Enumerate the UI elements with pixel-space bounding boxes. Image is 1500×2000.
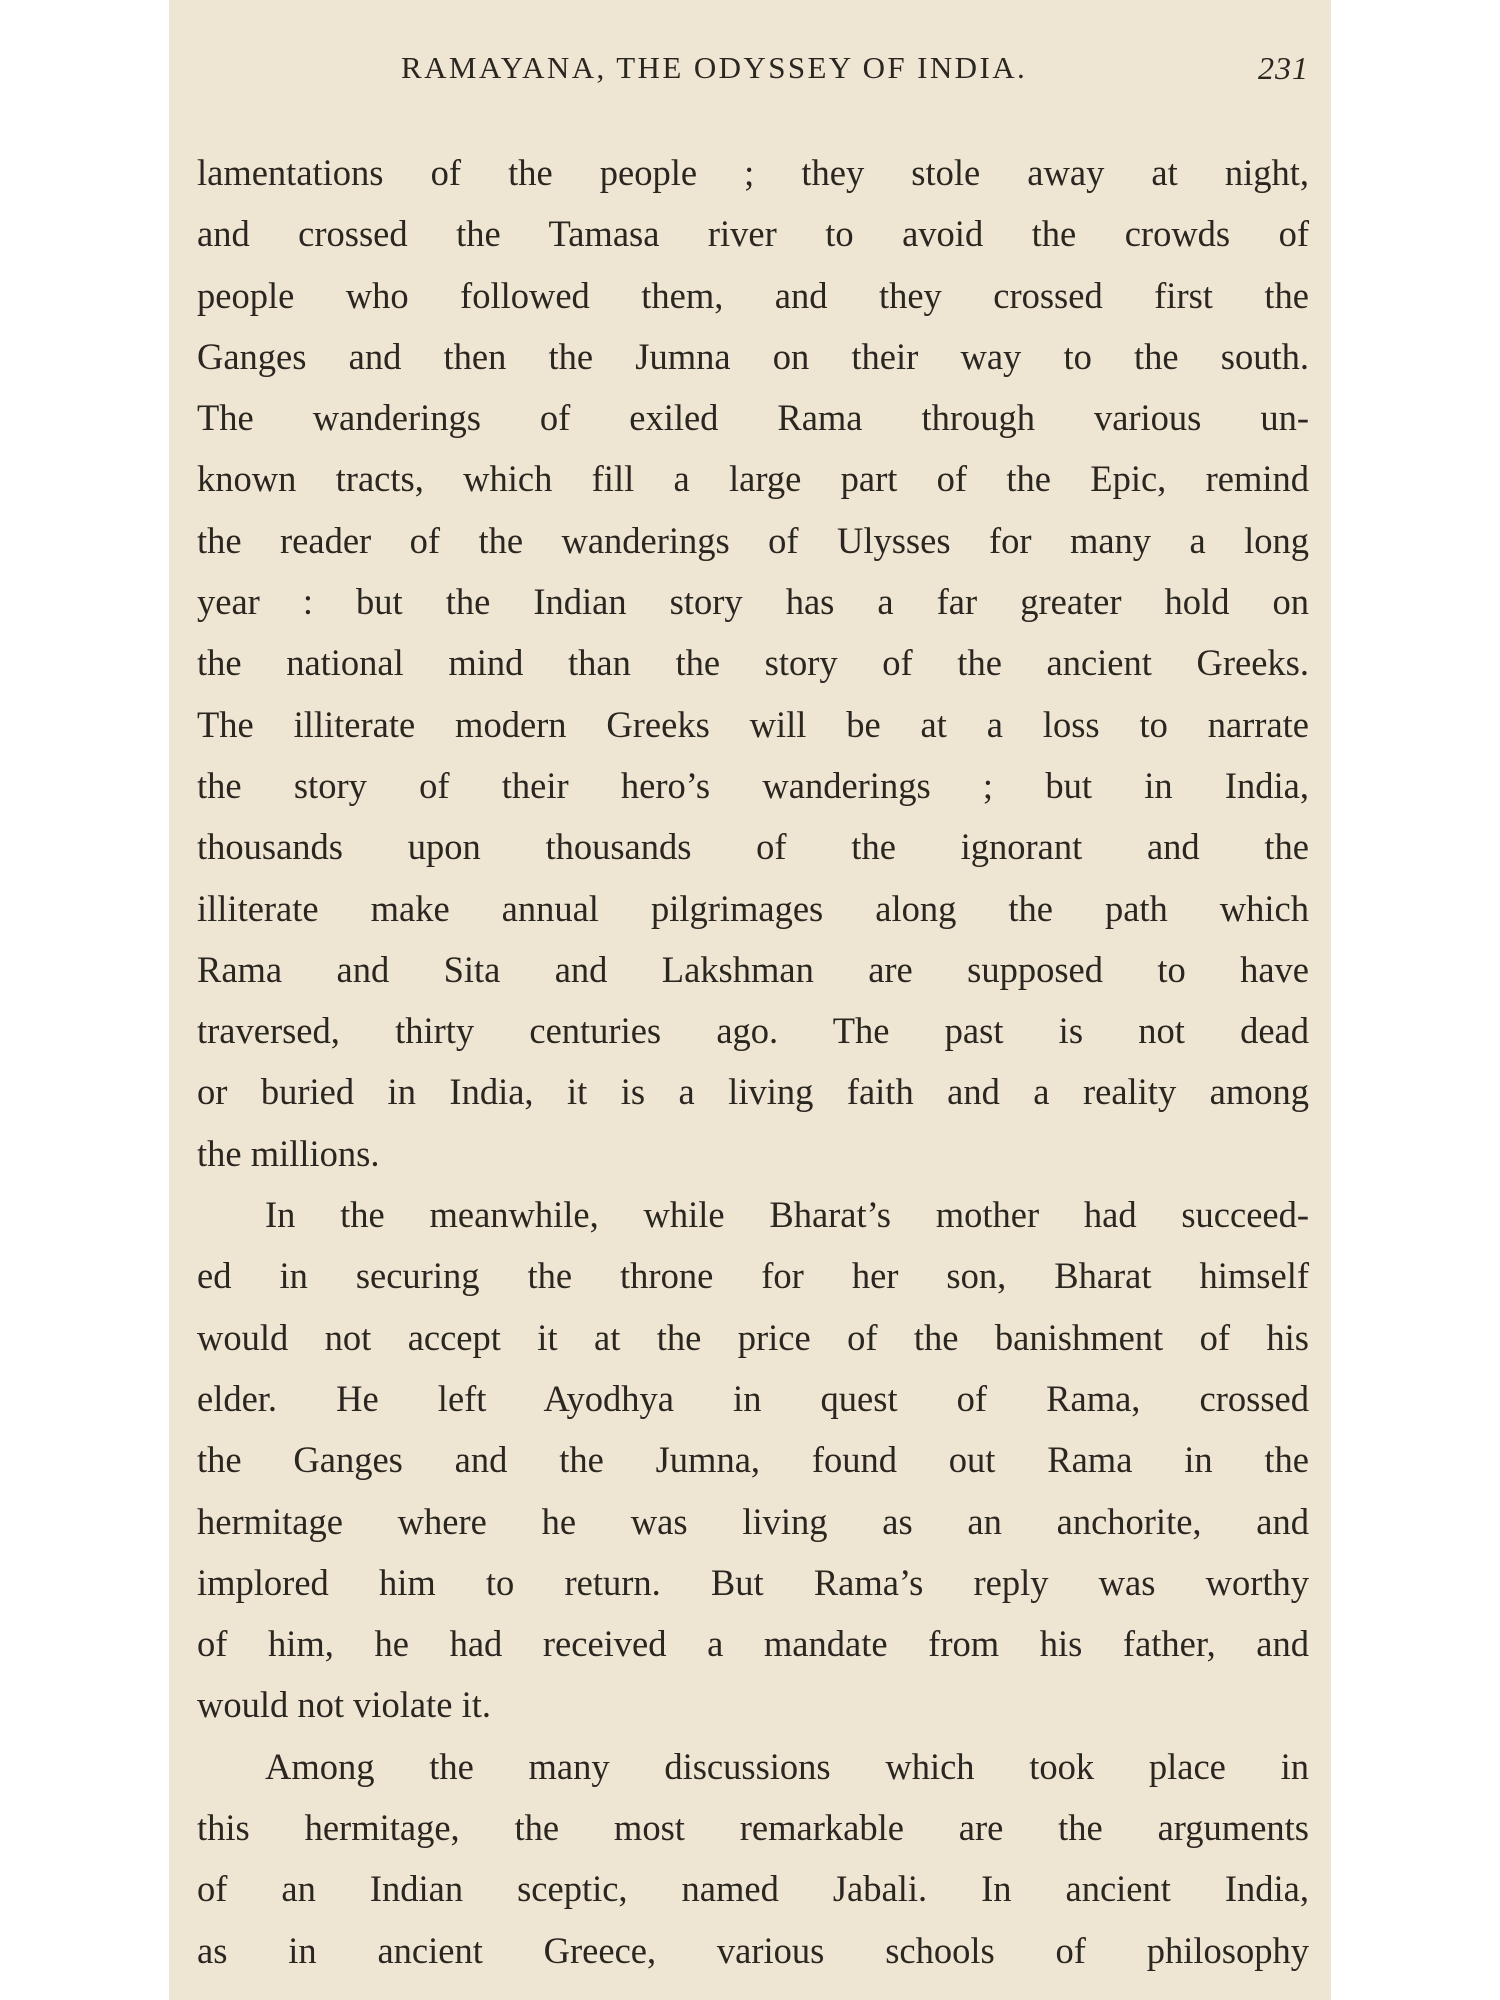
text-line: The illiterate modern Greeks will be at a loss to narrate (197, 703, 1309, 745)
text-line: In the meanwhile, while Bharat’s mother had succeed- (265, 1194, 1309, 1236)
text-line: would not accept it at the price of the banishment of his (197, 1316, 1309, 1358)
running-title: RAMAYANA, THE ODYSSEY OF INDIA. (401, 50, 1028, 85)
text-line: lamentations of the people ; they stole away at night, (197, 152, 1309, 193)
book-page (169, 0, 1331, 2000)
text-line: Ganges and then the Jumna on their way to the south. (197, 335, 1309, 377)
paragraph-3 (197, 1736, 1309, 1981)
text-line: traversed, thirty centuries ago. The past is not dead (197, 1010, 1309, 1052)
text-line: implored him to return. But Rama’s reply was worthy (197, 1561, 1309, 1603)
text-line: the millions. (197, 1132, 380, 1174)
text-line: this hermitage, the most remarkable are the arguments (197, 1807, 1309, 1849)
text-line: would not violate it. (197, 1684, 491, 1726)
text-line: known tracts, which fill a large part of the Epic, remind (197, 458, 1309, 500)
text-line: people who followed them, and they crossed first the (197, 274, 1309, 316)
text-line: of an Indian sceptic, named Jabali. In ancient India, (197, 1868, 1309, 1910)
text-line: The wanderings of exiled Rama through various un- (197, 397, 1309, 439)
text-line: of him, he had received a mandate from his father, and (197, 1623, 1309, 1665)
text-line: Rama and Sita and Lakshman are supposed to have (197, 948, 1309, 990)
text-line: Among the many discussions which took place in (265, 1745, 1309, 1787)
text-line: hermitage where he was living as an anchorite, and (197, 1500, 1309, 1542)
text-line: thousands upon thousands of the ignorant and the (197, 826, 1309, 868)
text-line: the reader of the wanderings of Ulysses for many a long (197, 519, 1309, 561)
paragraph-2 (197, 1184, 1309, 1736)
text-line: the Ganges and the Jumna, found out Rama in the (197, 1439, 1309, 1481)
paragraph-1 (197, 142, 1309, 1184)
running-head (169, 50, 1331, 90)
text-line: elder. He left Ayodhya in quest of Rama, crossed (197, 1377, 1309, 1419)
text-line: year : but the Indian story has a far greater hold on (197, 581, 1309, 623)
text-line: as in ancient Greece, various schools of philosophy (197, 1929, 1309, 1971)
text-line: the story of their hero’s wanderings ; but in India, (197, 764, 1309, 806)
text-line: and crossed the Tamasa river to avoid the crowds of (197, 213, 1309, 255)
text-line: the national mind than the story of the ancient Greeks. (197, 642, 1309, 684)
page-number: 231 (1258, 50, 1309, 86)
text-line: illiterate make annual pilgrimages along the path which (197, 887, 1309, 929)
body-text (197, 142, 1309, 1981)
text-line: or buried in India, it is a living faith and a reality among (197, 1071, 1309, 1113)
text-line: ed in securing the throne for her son, Bharat himself (197, 1255, 1309, 1297)
